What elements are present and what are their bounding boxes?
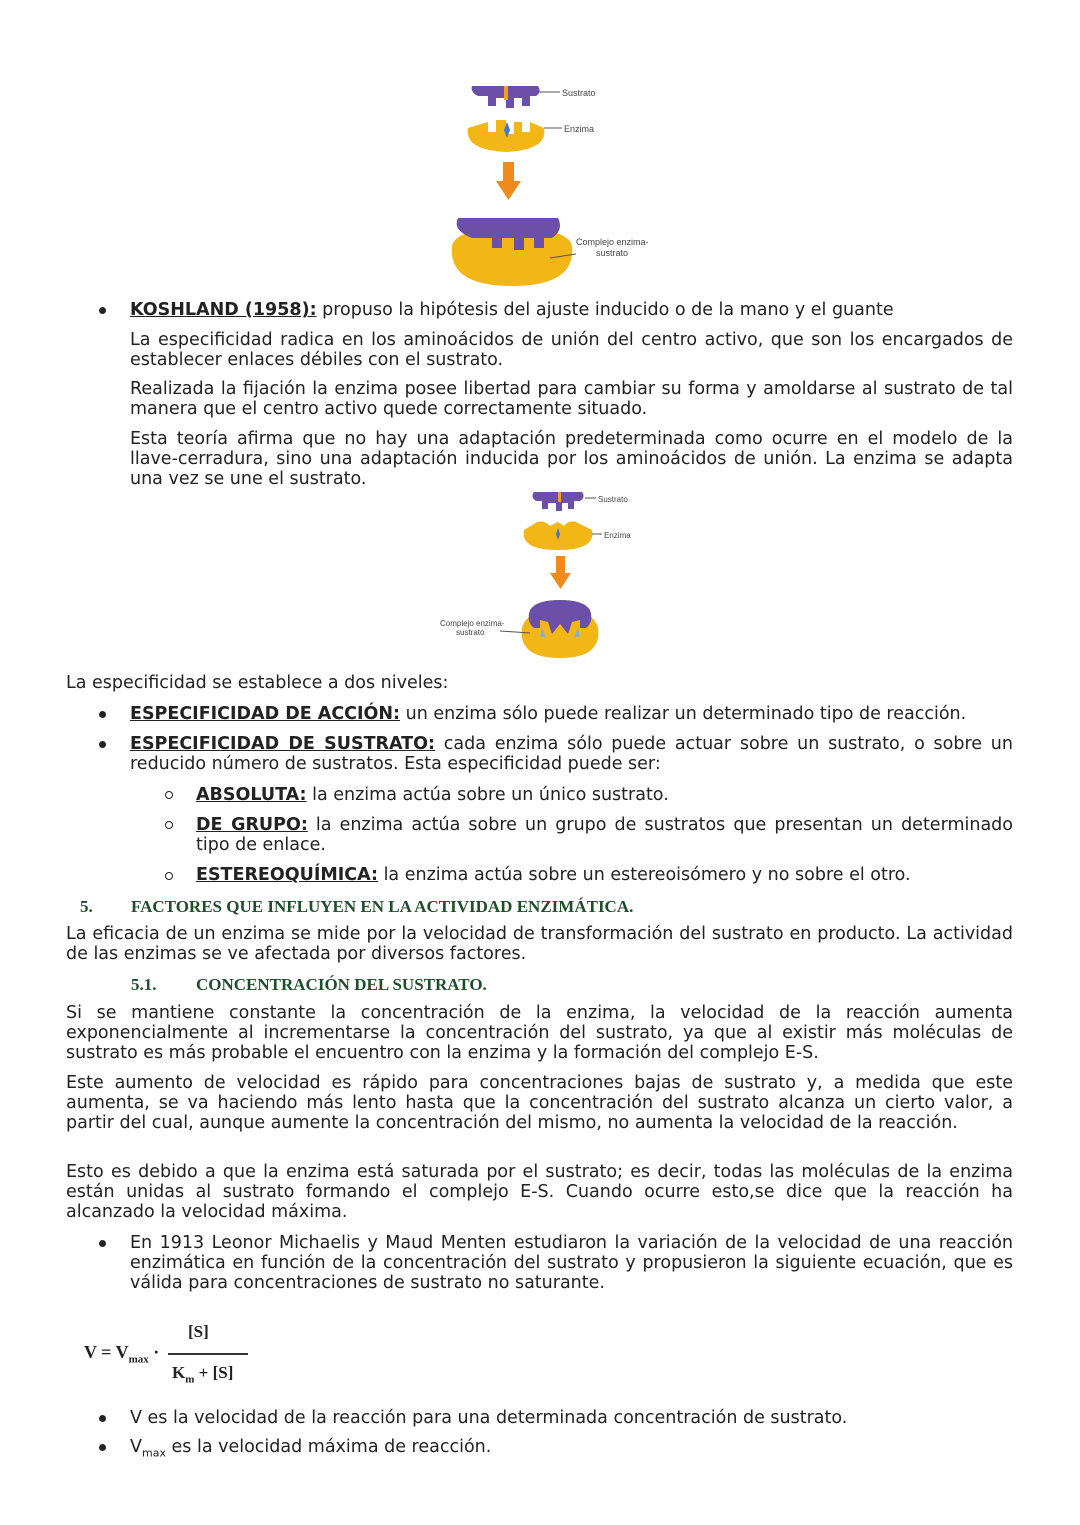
formula-den-rest: + [S] <box>194 1363 234 1382</box>
complex-label-line1: Complejo enzima- <box>440 619 505 628</box>
section-5-number: 5. <box>80 897 93 916</box>
bullet-v-definition <box>99 1415 106 1422</box>
enzyme-label: Enzima <box>564 124 595 134</box>
section-5-1-title: CONCENTRACIÓN DEL SUSTRATO. <box>196 975 487 994</box>
complex-label-line1: Complejo enzima- <box>576 237 649 247</box>
group-term: DE GRUPO: <box>196 815 308 835</box>
complex-label-line2: sustrato <box>596 248 629 258</box>
bullet-koshland <box>99 307 106 314</box>
formula-lhs <box>84 1342 159 1366</box>
enzyme-substrate-complex <box>452 218 572 286</box>
substrate-term: ESPECIFICIDAD DE SUSTRATO: <box>130 734 435 754</box>
koshland-heading <box>130 300 1015 320</box>
specificity-group <box>196 815 1013 855</box>
michaelis-menten-formula <box>84 1318 254 1392</box>
substrate-label: Sustrato <box>598 495 628 504</box>
lock-key-diagram <box>440 78 680 290</box>
absolute-term: ABSOLUTA: <box>196 785 307 805</box>
arrow-down-icon <box>550 556 571 589</box>
specificity-action <box>130 704 1015 724</box>
koshland-paragraph-1: La especificidad radica en los aminoácidos de unión del centro activo, que son los encargados de establecer enlaces débiles con el sustrato. <box>130 330 1013 370</box>
bullet-vmax-definition <box>99 1444 106 1451</box>
group-text: la enzima actúa sobre un grupo de sustratos que presentan un determinado tipo de enlace. <box>196 815 1013 855</box>
section-5-1-number: 5.1. <box>131 975 157 994</box>
formula-vmax-sub: max <box>128 1353 149 1366</box>
bullet-substrate <box>99 741 106 748</box>
vmax-symbol: V <box>130 1437 142 1457</box>
induced-fit-diagram <box>430 488 650 660</box>
section-5-1-paragraph-3: Esto es debido a que la enzima está saturada por el sustrato; es decir, todas las moléculas de la enzima están unidas al sustrato formando el complejo E-S. Cuando ocurre esto,se dice que la reacción ha alcanzado la velocidad máxima. <box>66 1162 1013 1222</box>
formula-dot: · <box>148 1342 160 1362</box>
michaelis-menten-paragraph: En 1913 Leonor Michaelis y Maud Menten estudiaron la variación de la velocidad de una reacción enzimática en función de la concentración del sustrato y propusieron la siguiente ecuación, que es válida para concentraciones de sustrato no saturante. <box>130 1233 1013 1293</box>
koshland-term: KOSHLAND (1958): <box>130 300 317 320</box>
formula-km-sub: m <box>185 1373 195 1386</box>
arrow-down-icon <box>496 162 521 200</box>
action-term: ESPECIFICIDAD DE ACCIÓN: <box>130 704 401 724</box>
section-5-1-paragraph-1: Si se mantiene constante la concentración de la enzima, la velocidad de la reacción aumenta exponencialmente al incrementarse la concentración del sustrato, ya que al existir más moléculas de sustrato es más probable el encuentro con la enzima y la formación del complejo E-S. <box>66 1003 1013 1063</box>
circle-bullet-stereo <box>165 872 173 880</box>
enzyme-shape <box>468 120 545 152</box>
section-5-paragraph: La eficacia de un enzima se mide por la velocidad de transformación del sustrato en producto. La actividad de las enzimas se ve afectada por diversos factores. <box>66 924 1013 964</box>
substrate-shape <box>532 492 583 511</box>
section-5-1-paragraph-2: Este aumento de velocidad es rápido para concentraciones bajas de sustrato y, a medida que este aumenta, se va haciendo más lento hasta que la concentración del sustrato alcanza un cierto valor, a partir del cual, aunque aumente la concentración del mismo, no aumenta la velocidad de la reacción. <box>66 1073 1013 1133</box>
complex-label-line2: sustrato <box>456 628 485 637</box>
specificity-substrate <box>130 734 1013 774</box>
action-text: un enzima sólo puede realizar un determinado tipo de reacción. <box>400 704 967 724</box>
fraction-bar <box>168 1353 248 1355</box>
specificity-stereo <box>196 865 1013 885</box>
koshland-paragraph-3: Esta teoría afirma que no hay una adaptación predeterminada como ocurre en el modelo de la llave-cerradura, sino una adaptación inducida por los aminoácidos de unión. La enzima se adapta una vez se une el sustrato. <box>130 429 1013 489</box>
formula-denominator <box>172 1363 233 1385</box>
substrate-shape <box>472 86 540 108</box>
koshland-paragraph-2: Realizada la fijación la enzima posee libertad para cambiar su forma y amoldarse al sustrato de tal manera que el centro activo quede correctamente situado. <box>130 379 1013 419</box>
vmax-definition <box>130 1437 1015 1464</box>
v-definition: V es la velocidad de la reacción para una determinada concentración de sustrato. <box>130 1408 848 1428</box>
absolute-text: la enzima actúa sobre un único sustrato. <box>306 785 669 805</box>
bullet-action <box>99 711 106 718</box>
substrate-label: Sustrato <box>562 88 596 98</box>
enzyme-label: Enzima <box>604 531 631 540</box>
vmax-text: es la velocidad máxima de reacción. <box>165 1437 492 1457</box>
vmax-subscript: max <box>141 1446 166 1460</box>
koshland-lead: propuso la hipótesis del ajuste inducido o de la mano y el guante <box>316 300 894 320</box>
specificity-absolute <box>196 785 1013 805</box>
enzyme-shape <box>524 521 593 550</box>
specificity-intro: La especificidad se establece a dos niveles: <box>66 673 449 693</box>
stereo-term: ESTEREOQUÍMICA: <box>196 865 378 885</box>
formula-v-equals: V = V <box>84 1342 129 1362</box>
formula-numerator: [S] <box>188 1322 209 1341</box>
substrate-text: cada enzima sólo puede actuar sobre un sustrato, o sobre un reducido número de sustratos. Esta especificidad puede ser: <box>130 734 1013 774</box>
circle-bullet-group <box>165 821 173 829</box>
formula-km: K <box>172 1363 186 1382</box>
section-5-title: FACTORES QUE INFLUYEN EN LA ACTIVIDAD ENZIMÁTICA. <box>131 897 634 916</box>
bullet-michaelis <box>99 1240 106 1247</box>
circle-bullet-absolute <box>165 791 173 799</box>
enzyme-substrate-complex <box>522 600 599 658</box>
stereo-text: la enzima actúa sobre un estereoisómero y no sobre el otro. <box>378 865 911 885</box>
